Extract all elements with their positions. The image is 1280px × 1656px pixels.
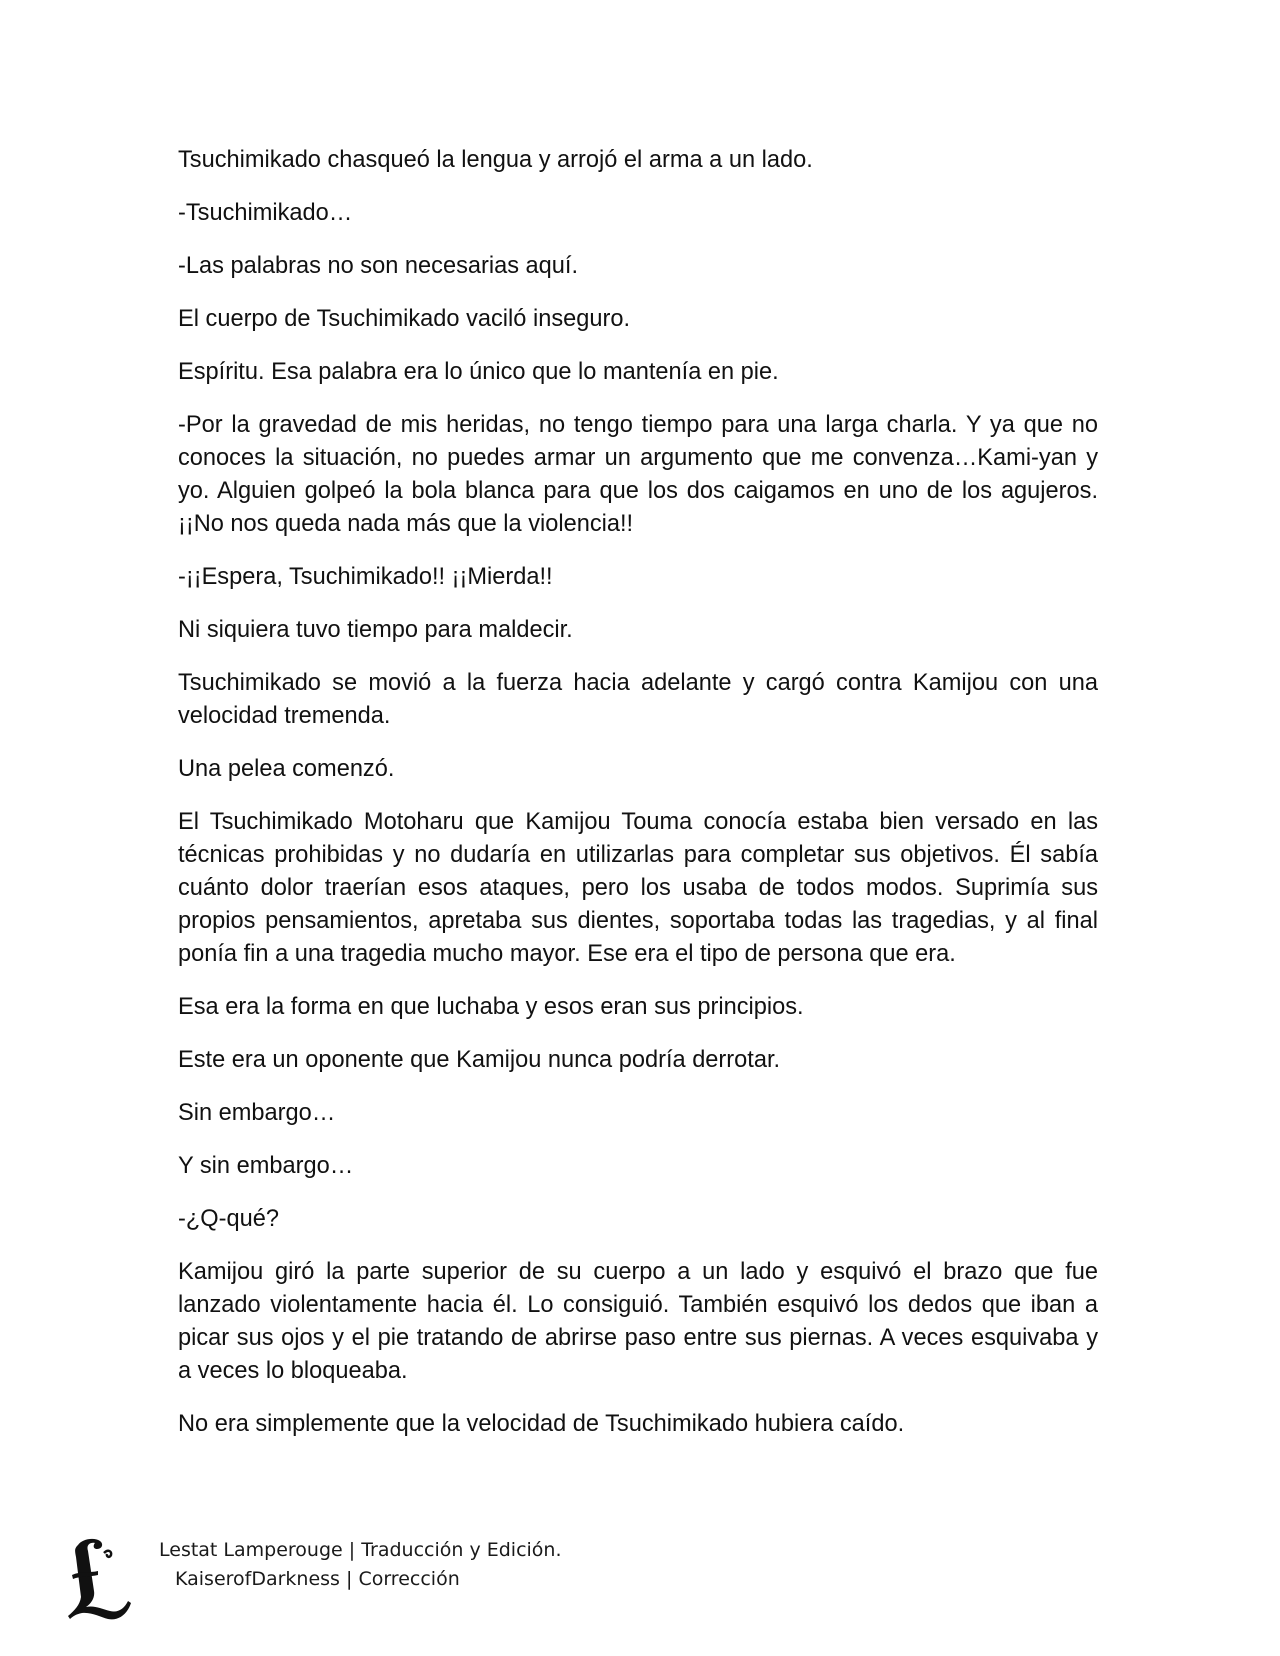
paragraph: Y sin embargo…: [178, 1153, 354, 1179]
document-body: [178, 144, 1098, 1461]
paragraph: El cuerpo de Tsuchimikado vaciló inseguro.: [178, 306, 631, 332]
paragraph: Tsuchimikado se movió a la fuerza hacia adelante y cargó contra Kamijou con una velocidad tremenda.: [178, 670, 1098, 729]
paragraph: Ni siquiera tuvo tiempo para maldecir.: [178, 617, 573, 643]
paragraph: Kamijou giró la parte superior de su cuerpo a un lado y esquivó el brazo que fue lanzado violentamente hacia él. Lo consiguió. También esquivó los dedos que iban a picar sus ojos y el pie tratando de abrirse paso entre sus piernas. A veces esquivaba y a veces lo bloqueaba.: [178, 1259, 1098, 1384]
paragraph: -Tsuchimikado…: [178, 200, 353, 226]
credit-correction: KaiserofDarkness | Corrección: [175, 1568, 460, 1590]
paragraph: -¿Q-qué?: [178, 1206, 279, 1232]
paragraph: Tsuchimikado chasqueó la lengua y arrojó el arma a un lado.: [178, 147, 813, 173]
paragraph: Espíritu. Esa palabra era lo único que lo mantenía en pie.: [178, 359, 779, 385]
paragraph: Esa era la forma en que luchaba y esos eran sus principios.: [178, 994, 804, 1020]
paragraph: Este era un oponente que Kamijou nunca podría derrotar.: [178, 1047, 781, 1073]
paragraph: El Tsuchimikado Motoharu que Kamijou Touma conocía estaba bien versado en las técnicas prohibidas y no dudaría en utilizarlas para completar sus objetivos. Él sabía cuánto dolor traerían esos ataques, pero los usaba de todos modos. Suprimía sus propios pensamientos, apretaba sus dientes, soportaba todas las tragedias, y al final ponía fin a una tragedia mucho mayor. Ese era el tipo de persona que era.: [178, 809, 1098, 967]
credit-translation: Lestat Lamperouge | Traducción y Edición.: [159, 1539, 562, 1561]
paragraph: -Por la gravedad de mis heridas, no tengo tiempo para una larga charla. Y ya que no conoces la situación, no puedes armar un argumento que me convenza…Kami-yan y yo. Alguien golpeó la bola blanca para que los dos caigamos en uno de los agujeros. ¡¡No nos queda nada más que la violencia!!: [178, 412, 1098, 537]
paragraph: -Las palabras no son necesarias aquí.: [178, 253, 579, 279]
gothic-l-logo-icon: [64, 1535, 134, 1620]
paragraph: No era simplemente que la velocidad de Tsuchimikado hubiera caído.: [178, 1411, 905, 1437]
paragraph: -¡¡Espera, Tsuchimikado!! ¡¡Mierda!!: [178, 564, 553, 590]
page-footer: [64, 1535, 764, 1645]
paragraph: Una pelea comenzó.: [178, 756, 395, 782]
paragraph: Sin embargo…: [178, 1100, 336, 1126]
